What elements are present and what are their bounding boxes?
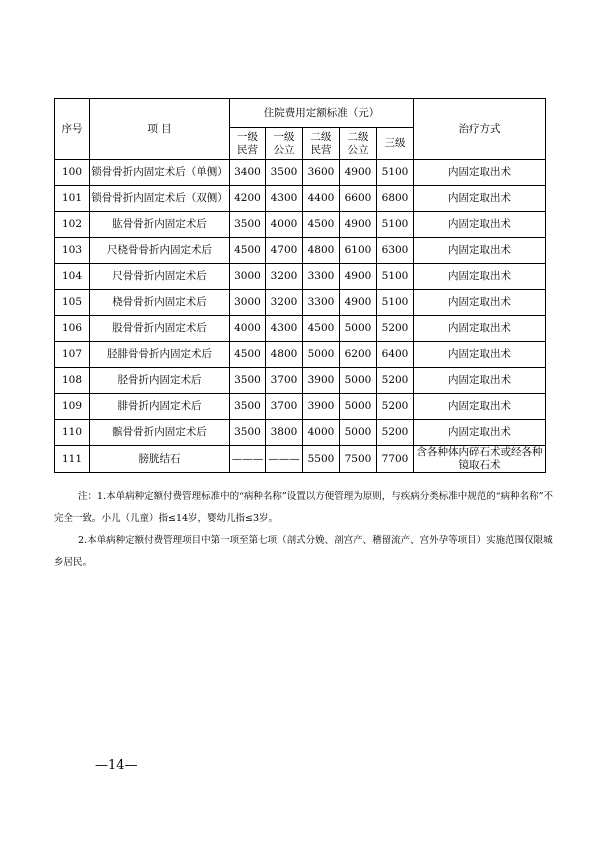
row-fee-level-1: 4000 xyxy=(266,212,303,238)
note-2: 2.本单病种定额付费管理项目中第一项至第七项（剖式分娩、剖宫产、稽留流产、宫外孕等项目）实施范围仅限城乡居民。 xyxy=(54,535,553,568)
header-level-0: 一级 民营 xyxy=(230,128,266,160)
row-fee-level-3: 5000 xyxy=(340,368,377,394)
row-fee-level-1: 4700 xyxy=(266,238,303,264)
row-fee-level-2: 4400 xyxy=(303,186,340,212)
row-fee-level-3: 4900 xyxy=(340,264,377,290)
row-fee-level-2: 3300 xyxy=(303,264,340,290)
row-item-name: 胫骨折内固定术后 xyxy=(90,368,230,394)
header-level-2: 二级 民营 xyxy=(303,128,340,160)
row-treatment: 内固定取出术 xyxy=(414,160,546,186)
row-fee-level-1: 3200 xyxy=(266,290,303,316)
row-fee-level-2: 4500 xyxy=(303,316,340,342)
row-number: 107 xyxy=(55,342,90,368)
row-fee-level-1: 3700 xyxy=(266,368,303,394)
row-fee-level-0: ——— xyxy=(230,446,266,473)
row-number: 104 xyxy=(55,264,90,290)
row-fee-level-0: 3500 xyxy=(230,212,266,238)
row-fee-level-3: 5000 xyxy=(340,394,377,420)
row-fee-level-0: 3400 xyxy=(230,160,266,186)
row-fee-level-3: 5000 xyxy=(340,316,377,342)
header-level-4: 三级 xyxy=(377,128,414,160)
row-fee-level-1: 4300 xyxy=(266,186,303,212)
header-seq: 序号 xyxy=(55,99,90,160)
row-fee-level-2: 3900 xyxy=(303,368,340,394)
row-number: 110 xyxy=(55,420,90,446)
row-fee-level-4: 5200 xyxy=(377,368,414,394)
row-number: 103 xyxy=(55,238,90,264)
row-fee-level-2: 5000 xyxy=(303,342,340,368)
row-fee-level-3: 6200 xyxy=(340,342,377,368)
page-number: —14— xyxy=(95,758,138,773)
header-level-1: 一级 公立 xyxy=(266,128,303,160)
row-treatment: 内固定取出术 xyxy=(414,238,546,264)
row-number: 111 xyxy=(55,446,90,473)
fee-standard-table xyxy=(54,98,546,473)
table-row xyxy=(55,342,546,368)
row-fee-level-3: 5000 xyxy=(340,420,377,446)
row-fee-level-1: 3500 xyxy=(266,160,303,186)
header-fee-standard: 住院费用定额标准（元） xyxy=(230,99,414,128)
row-treatment: 内固定取出术 xyxy=(414,394,546,420)
table-row xyxy=(55,186,546,212)
row-fee-level-0: 4000 xyxy=(230,316,266,342)
row-fee-level-2: 4000 xyxy=(303,420,340,446)
row-number: 102 xyxy=(55,212,90,238)
row-fee-level-0: 4500 xyxy=(230,238,266,264)
row-item-name: 股骨骨折内固定术后 xyxy=(90,316,230,342)
row-item-name: 腓骨折内固定术后 xyxy=(90,394,230,420)
row-fee-level-4: 5200 xyxy=(377,420,414,446)
row-fee-level-4: 5100 xyxy=(377,264,414,290)
row-fee-level-2: 3300 xyxy=(303,290,340,316)
row-fee-level-1: 4800 xyxy=(266,342,303,368)
row-treatment: 内固定取出术 xyxy=(414,420,546,446)
note-1: 注：1.本单病种定额付费管理标准中的“病种名称”设置以方便管理为原则，与疾病分类标准中规范的“病种名称”不完全一致。小儿（儿童）指≤14岁，婴幼儿指≤3岁。 xyxy=(54,491,553,524)
row-fee-level-2: 3900 xyxy=(303,394,340,420)
row-item-name: 肱骨骨折内固定术后 xyxy=(90,212,230,238)
table-row xyxy=(55,420,546,446)
row-fee-level-4: 6300 xyxy=(377,238,414,264)
table-row xyxy=(55,238,546,264)
row-treatment: 内固定取出术 xyxy=(414,316,546,342)
row-fee-level-1: 3800 xyxy=(266,420,303,446)
table-row xyxy=(55,264,546,290)
row-fee-level-4: 7700 xyxy=(377,446,414,473)
table-row xyxy=(55,394,546,420)
row-number: 106 xyxy=(55,316,90,342)
row-treatment: 内固定取出术 xyxy=(414,368,546,394)
row-fee-level-0: 3500 xyxy=(230,368,266,394)
row-fee-level-4: 5200 xyxy=(377,316,414,342)
row-item-name: 桡骨骨折内固定术后 xyxy=(90,290,230,316)
row-item-name: 髌骨骨折内固定术后 xyxy=(90,420,230,446)
row-fee-level-2: 4800 xyxy=(303,238,340,264)
row-fee-level-3: 7500 xyxy=(340,446,377,473)
row-number: 105 xyxy=(55,290,90,316)
row-fee-level-4: 6400 xyxy=(377,342,414,368)
row-fee-level-4: 5200 xyxy=(377,394,414,420)
row-fee-level-2: 4500 xyxy=(303,212,340,238)
notes xyxy=(54,486,554,574)
row-item-name: 锁骨骨折内固定术后（单侧） xyxy=(90,160,230,186)
row-fee-level-4: 6800 xyxy=(377,186,414,212)
row-treatment: 含各种体内碎石术或经各种镜取石术 xyxy=(414,446,546,473)
table-row xyxy=(55,212,546,238)
row-fee-level-0: 3000 xyxy=(230,264,266,290)
row-treatment: 内固定取出术 xyxy=(414,212,546,238)
table-row xyxy=(55,316,546,342)
table-row xyxy=(55,368,546,394)
table-row xyxy=(55,160,546,186)
table-row xyxy=(55,290,546,316)
row-item-name: 锁骨骨折内固定术后（双侧） xyxy=(90,186,230,212)
header-level-3: 二级 公立 xyxy=(340,128,377,160)
row-number: 109 xyxy=(55,394,90,420)
header-item: 项 目 xyxy=(90,99,230,160)
row-treatment: 内固定取出术 xyxy=(414,264,546,290)
row-treatment: 内固定取出术 xyxy=(414,290,546,316)
row-fee-level-1: 4300 xyxy=(266,316,303,342)
row-item-name: 尺骨骨折内固定术后 xyxy=(90,264,230,290)
header-treatment: 治疗方式 xyxy=(414,99,546,160)
row-fee-level-0: 4500 xyxy=(230,342,266,368)
row-fee-level-4: 5100 xyxy=(377,290,414,316)
row-number: 100 xyxy=(55,160,90,186)
row-fee-level-3: 4900 xyxy=(340,212,377,238)
row-fee-level-2: 3600 xyxy=(303,160,340,186)
row-item-name: 膀胱结石 xyxy=(90,446,230,473)
row-fee-level-0: 4200 xyxy=(230,186,266,212)
row-fee-level-2: 5500 xyxy=(303,446,340,473)
row-fee-level-3: 6600 xyxy=(340,186,377,212)
row-fee-level-3: 4900 xyxy=(340,290,377,316)
row-fee-level-3: 6100 xyxy=(340,238,377,264)
row-fee-level-4: 5100 xyxy=(377,160,414,186)
row-fee-level-0: 3000 xyxy=(230,290,266,316)
row-fee-level-0: 3500 xyxy=(230,394,266,420)
row-number: 108 xyxy=(55,368,90,394)
row-fee-level-1: ——— xyxy=(266,446,303,473)
row-item-name: 尺桡骨骨折内固定术后 xyxy=(90,238,230,264)
row-treatment: 内固定取出术 xyxy=(414,186,546,212)
row-number: 101 xyxy=(55,186,90,212)
row-fee-level-0: 3500 xyxy=(230,420,266,446)
table-row xyxy=(55,446,546,473)
row-item-name: 胫腓骨骨折内固定术后 xyxy=(90,342,230,368)
row-fee-level-1: 3200 xyxy=(266,264,303,290)
row-fee-level-1: 3700 xyxy=(266,394,303,420)
row-fee-level-4: 5100 xyxy=(377,212,414,238)
row-treatment: 内固定取出术 xyxy=(414,342,546,368)
row-fee-level-3: 4900 xyxy=(340,160,377,186)
